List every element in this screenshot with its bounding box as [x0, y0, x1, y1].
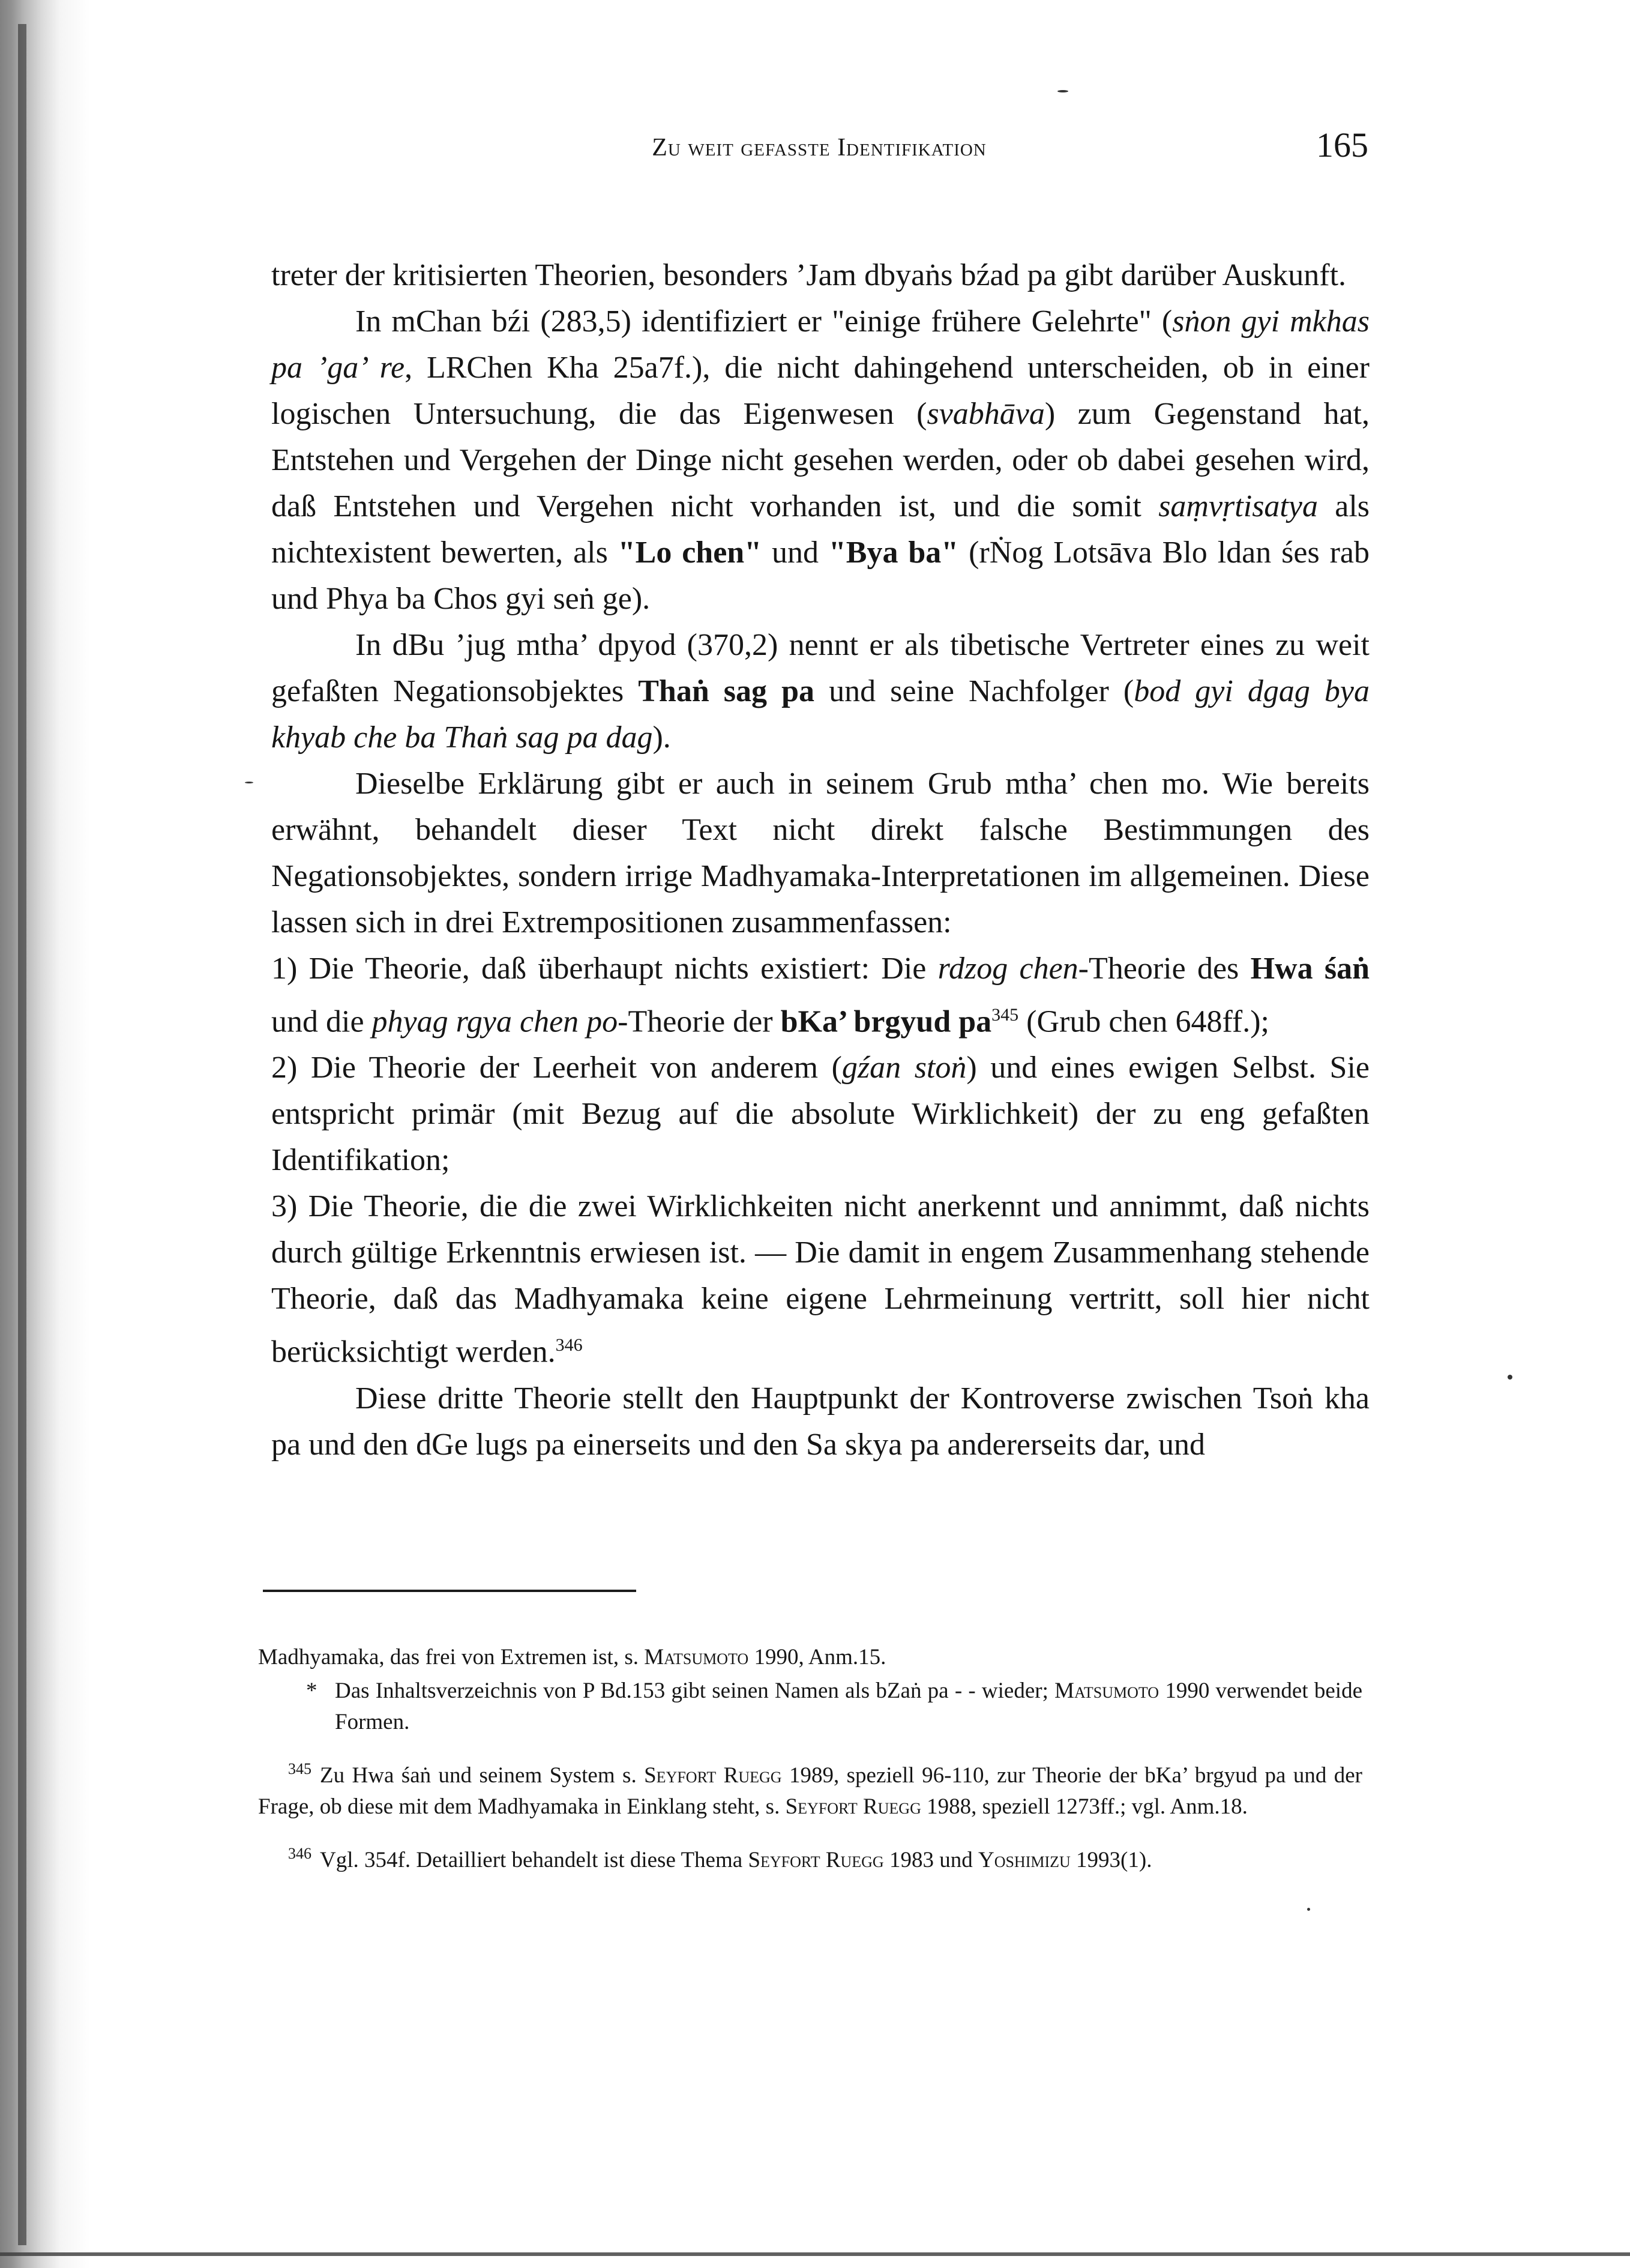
footnote-ref-346[interactable]: 346 — [555, 1335, 583, 1356]
text-segment: 1983 und — [883, 1848, 978, 1872]
sanskrit-term: svabhāva — [927, 397, 1045, 431]
author-name: Matsumoto — [644, 1645, 749, 1669]
text-segment: und — [762, 535, 829, 570]
list-item-3 — [271, 1183, 1370, 1375]
text-segment: ) zum Gegenstand hat, Entstehen und Vergehen der Dinge nicht gesehen werden, oder ob dabei gesehen wird, daß Entstehen und Vergehen nicht vorhanden ist, und die somit — [271, 397, 1370, 523]
text-segment: -Theorie des — [1078, 952, 1251, 986]
sanskrit-term: saṃvṛtisatya — [1158, 489, 1318, 523]
footnote-star — [258, 1675, 1362, 1738]
list-item-1 — [271, 946, 1370, 1045]
text-segment: In mChan bźi (283,5) identifiziert er "einige frühere Gelehrte" ( — [355, 304, 1173, 339]
text-segment: ) und eines ewigen Selbst. Sie entspricht primär (mit Bezug auf die absolute Wirklichkeit) der zu eng gefaßten Identifikation; — [271, 1051, 1370, 1178]
scan-binding-shadow — [0, 0, 90, 2268]
footnotes — [258, 1642, 1362, 1876]
footnote-mark: 345 — [288, 1760, 311, 1778]
paragraph-2 — [271, 298, 1370, 622]
scan-speck — [245, 782, 253, 783]
footnote-mark: 346 — [288, 1845, 311, 1862]
text-segment: ). — [652, 720, 671, 755]
tibetan-term: phyag rgya chen po — [371, 1004, 618, 1039]
text-segment: 1988, speziell 1273ff.; vgl. Anm.18. — [921, 1794, 1248, 1819]
text-segment: (rṄog Lotsāva Blo ldan śes rab und Phya ba Chos gyi seṅ ge). — [271, 535, 1370, 616]
text-segment: , LRChen Kha 25a7f.), die nicht dahingehend unterscheiden, ob in einer logischen Untersuchung, die das Eigenwesen ( — [271, 351, 1370, 431]
text-segment: Das Inhaltsverzeichnis von P Bd.153 gibt seinen Namen als bZaṅ pa - - wieder; — [335, 1678, 1055, 1703]
bold-name: "Lo chen" — [618, 535, 762, 570]
footnote-mark: * — [306, 1678, 317, 1703]
author-name: Seyfort Ruegg — [644, 1763, 782, 1788]
bold-name: "Bya ba" — [828, 535, 959, 570]
text-segment: 1990 verwendet beide Formen. — [335, 1678, 1362, 1734]
scan-speck — [1057, 90, 1068, 92]
bold-name: Hwa śaṅ — [1250, 952, 1370, 986]
text-segment: 2) Die Theorie der Leerheit von anderem ( — [271, 1051, 842, 1085]
text-segment: 1989, speziell 96-110, zur Theorie der bKa’ brgyud pa und der Frage, ob diese mit dem Madhyamaka in Einklang steht, s. — [258, 1763, 1362, 1819]
footnote-ref-345[interactable]: 345 — [991, 1005, 1019, 1025]
paragraph-3 — [271, 622, 1370, 761]
paragraph-5: Diese dritte Theorie stellt den Hauptpunkt der Kontroverse zwischen Tsoṅ kha pa und den dGe lugs pa einerseits und den Sa skya pa andererseits dar, und — [271, 1381, 1370, 1462]
tibetan-term: bod gyi dgag bya khyab che ba Thaṅ sag pa dag — [271, 674, 1370, 755]
paragraph-4: Dieselbe Erklärung gibt er auch in seinem Grub mtha’ chen mo. Wie bereits erwähnt, behandelt dieser Text nicht direkt falsche Bestimmungen des Negationsobjektes, sondern irrige Madhyamaka-Interpretationen im allgemeinen. Diese lassen sich in drei Extrempositionen zusammenfassen: — [271, 767, 1370, 939]
bold-name: bKa’ brgyud pa — [780, 1004, 992, 1039]
tibetan-term: gźan stoṅ — [841, 1051, 967, 1085]
paragraph-1: treter der kritisierten Theorien, besonders ’Jam dbyaṅs bźad pa gibt darüber Auskunft. — [271, 258, 1347, 292]
author-name: Seyfort Ruegg — [785, 1794, 921, 1819]
text-segment: und seine Nachfolger ( — [814, 674, 1134, 708]
text-segment: 3) Die Theorie, die die zwei Wirklichkeiten nicht anerkennt und annimmt, daß nichts durch gültige Erkenntnis erwiesen ist. — Die damit in engem Zusammenhang stehende Theorie, daß das Madhyamaka keine eigene Lehrmeinung vertritt, soll hier nicht berücksichtigt werden. — [271, 1189, 1370, 1369]
running-head: Zu weit gefasste Identifikation — [652, 134, 987, 161]
scan-speck — [1508, 1375, 1512, 1380]
author-name: Seyfort Ruegg — [748, 1848, 884, 1872]
text-segment: und die — [271, 1004, 372, 1039]
text-segment: (Grub chen 648ff.); — [1018, 1004, 1269, 1039]
scan-binding-line — [18, 24, 26, 2245]
author-name: Matsumoto — [1054, 1678, 1159, 1703]
text-segment: Madhyamaka, das frei von Extremen ist, s. — [258, 1645, 645, 1669]
body-text — [271, 252, 1370, 1468]
text-segment: Zu Hwa śaṅ und seinem System s. — [320, 1763, 645, 1788]
scan-speck — [1307, 1908, 1310, 1911]
scan-page-edge — [0, 2252, 1630, 2256]
author-name: Yoshimizu — [978, 1848, 1071, 1872]
page-header — [270, 125, 1368, 173]
text-segment: als nichtexistent bewerten, als — [271, 489, 1370, 570]
footnote-continuation — [258, 1642, 1362, 1673]
tibetan-term: rdzog chen — [937, 952, 1078, 986]
footnote-346 — [258, 1838, 1362, 1876]
text-segment: 1990, Anm.15. — [748, 1645, 886, 1669]
text-segment: 1993(1). — [1070, 1848, 1152, 1872]
tibetan-term: sṅon gyi mkhas pa ’ga’ re — [271, 304, 1370, 385]
list-item-2 — [271, 1045, 1370, 1183]
page-number: 165 — [1316, 125, 1368, 164]
text-segment: In dBu ’jug mtha’ dpyod (370,2) nennt er als tibetische Vertreter eines zu weit gefaßten Negationsobjektes — [271, 628, 1370, 708]
footnote-345 — [258, 1754, 1362, 1823]
text-segment: Vgl. 354f. Detailliert behandelt ist diese Thema — [320, 1848, 748, 1872]
bold-name: Thaṅ sag pa — [638, 674, 815, 708]
text-segment: 1) Die Theorie, daß überhaupt nichts existiert: Die — [271, 952, 938, 986]
text-segment: -Theorie der — [618, 1004, 781, 1039]
footnote-rule — [263, 1590, 636, 1592]
